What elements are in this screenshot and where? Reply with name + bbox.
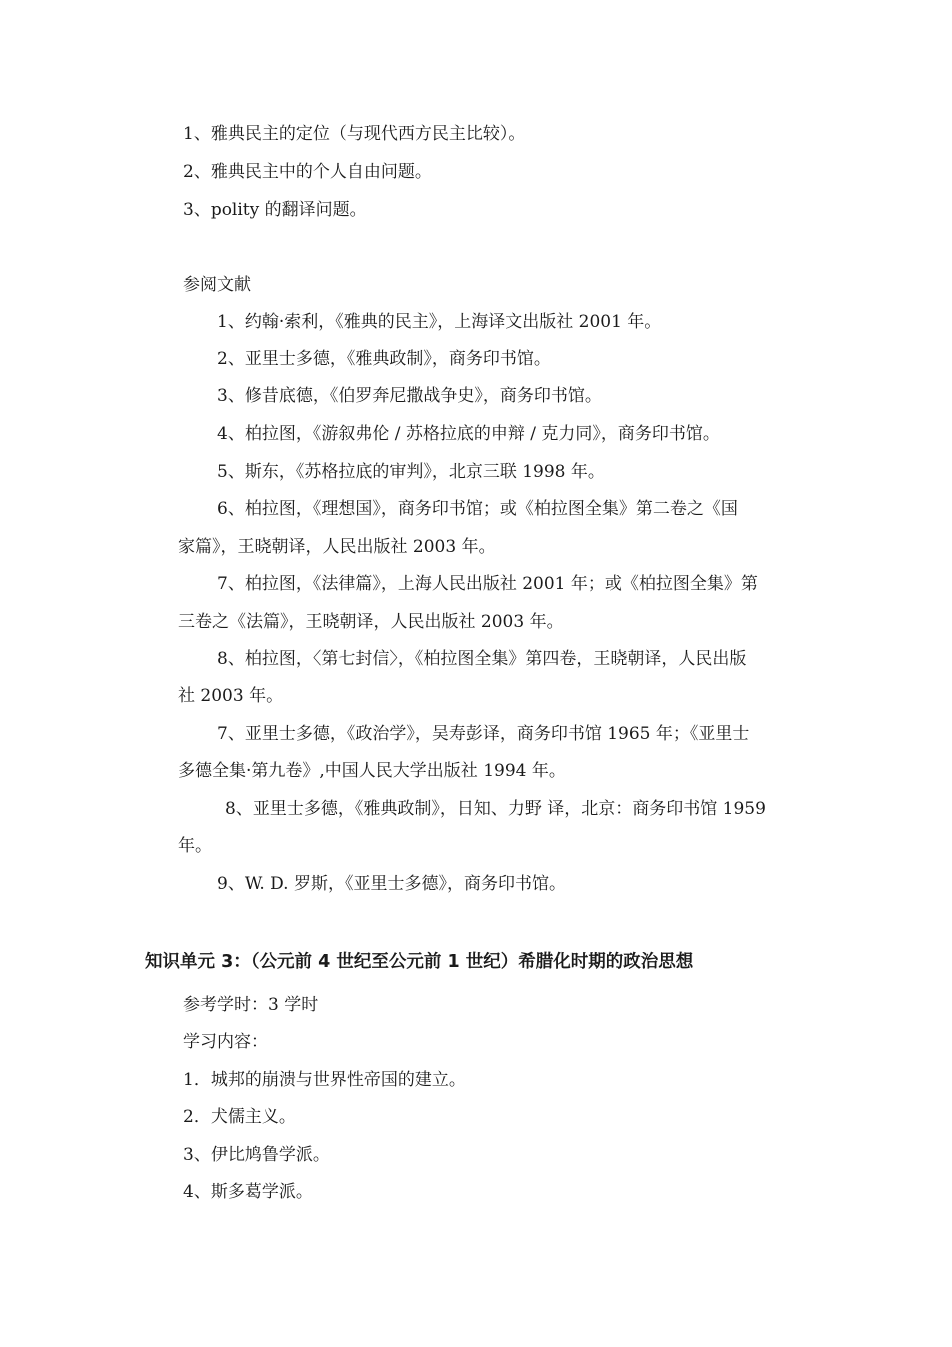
unit-content-label: 学习内容： — [183, 1032, 268, 1052]
unit-heading: 知识单元 3：（公元前 4 世纪至公元前 1 世纪）希腊化时期的政治思想 — [145, 952, 694, 972]
reference-item: 8、亚里士多德，《雅典政制》，日知、力野 译，北京：商务印书馆 1959 — [225, 799, 766, 819]
unit-content-item: 3、伊比鸠鲁学派。 — [183, 1145, 330, 1165]
reference-item: 6、柏拉图，《理想国》，商务印书馆；或《柏拉图全集》第二卷之《国 — [217, 499, 738, 519]
unit-content-item: 2．犬儒主义。 — [183, 1107, 296, 1127]
reference-item-continuation: 三卷之《法篇》，王晓朝译，人民出版社 2003 年。 — [178, 612, 564, 632]
references-title: 参阅文献 — [183, 275, 251, 295]
reference-item-continuation: 社 2003 年。 — [178, 686, 284, 706]
reference-item: 5、斯东，《苏格拉底的审判》，北京三联 1998 年。 — [217, 462, 605, 482]
reference-item: 7、亚里士多德，《政治学》，吴寿彭译，商务印书馆 1965 年；《亚里士 — [217, 724, 750, 744]
reference-item-continuation: 家篇》，王晓朝译，人民出版社 2003 年。 — [178, 537, 496, 557]
reference-item-continuation: 年。 — [178, 836, 212, 856]
reference-item: 1、约翰·索利，《雅典的民主》，上海译文出版社 2001 年。 — [217, 312, 662, 332]
topic-item: 3、polity 的翻译问题。 — [183, 200, 367, 220]
reference-item: 8、柏拉图，〈第七封信〉，《柏拉图全集》第四卷，王晓朝译，人民出版 — [217, 649, 747, 669]
reference-item-continuation: 多德全集·第九卷》,中国人民大学出版社 1994 年。 — [178, 761, 566, 781]
unit-content-item: 1．城邦的崩溃与世界性帝国的建立。 — [183, 1070, 466, 1090]
reference-item: 9、W. D. 罗斯，《亚里士多德》，商务印书馆。 — [217, 874, 566, 894]
topic-item: 2、雅典民主中的个人自由问题。 — [183, 162, 432, 182]
reference-item: 7、柏拉图，《法律篇》，上海人民出版社 2001 年；或《柏拉图全集》第 — [217, 574, 758, 594]
reference-item: 2、亚里士多德，《雅典政制》，商务印书馆。 — [217, 349, 551, 369]
unit-hours: 参考学时：3 学时 — [183, 995, 319, 1015]
unit-content-item: 4、斯多葛学派。 — [183, 1182, 313, 1202]
reference-item: 4、柏拉图，《游叙弗伦 / 苏格拉底的申辩 / 克力同》，商务印书馆。 — [217, 424, 720, 444]
topic-item: 1、雅典民主的定位（与现代西方民主比较）。 — [183, 124, 526, 144]
reference-item: 3、修昔底德，《伯罗奔尼撒战争史》，商务印书馆。 — [217, 386, 602, 406]
